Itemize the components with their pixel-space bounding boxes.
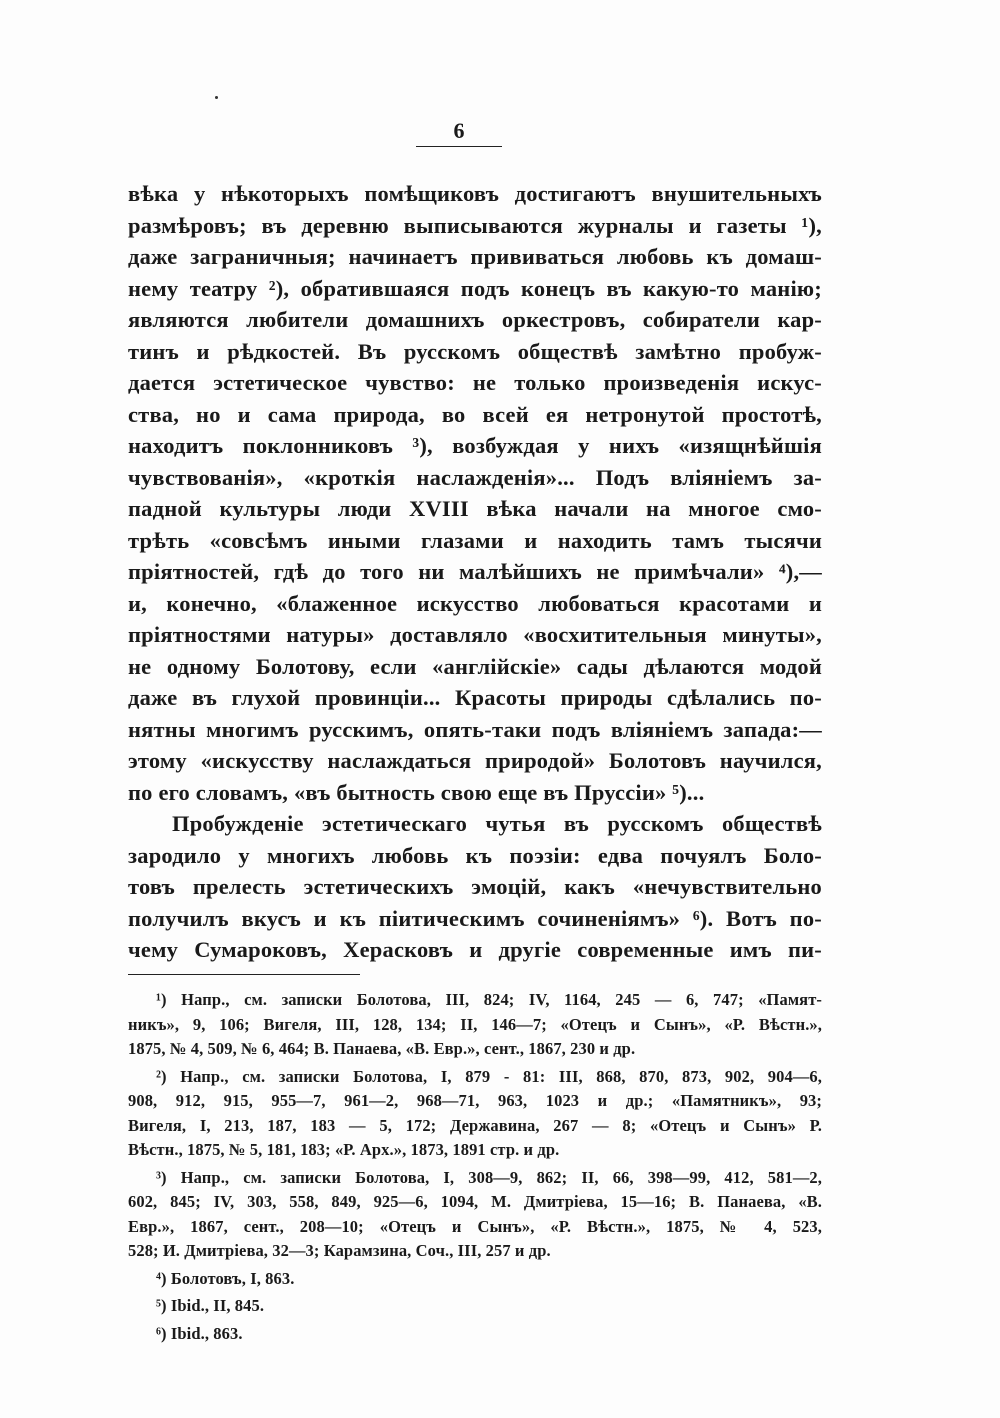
footnote-line: ³) Напр., см. записки Болотова, I, 308—9, 862; II, 66, 398—99, 412, 581—2, bbox=[156, 1167, 822, 1187]
text-line: нему театру ²), обратившаяся подъ конецъ въ какую-то манію; bbox=[128, 275, 822, 301]
text-line: размѣровъ; въ деревню выписываются журналы и газеты ¹), bbox=[128, 212, 822, 238]
text-line: вѣка у нѣкоторыхъ помѣщиковъ достигаютъ внушительныхъ bbox=[128, 181, 822, 206]
text-line: товъ прелесть эстетическихъ эмоцій, какъ «нечувствительно bbox=[128, 874, 822, 899]
text-line: даже заграничныя; начинаетъ прививаться любовь къ домаш- bbox=[128, 244, 822, 269]
paragraph-start-line: Пробужденіе эстетическаго чутья въ русскомъ обществѣ bbox=[172, 811, 822, 836]
footnote-6 bbox=[128, 1322, 822, 1347]
print-speck bbox=[215, 96, 218, 99]
footnote-line: ²) Напр., см. записки Болотова, I, 879 - 81: III, 868, 870, 873, 902, 904—6, bbox=[156, 1066, 822, 1086]
text-line: трѣть «совсѣмъ иными глазами и находить тамъ тысячи bbox=[128, 527, 822, 553]
footnote-separator bbox=[128, 974, 360, 975]
footnote-line: 1875, № 4, 509, № 6, 464; В. Панаева, «В. Евр.», сент., 1867, 230 и др. bbox=[128, 1039, 636, 1058]
text-line: чему Сумароковъ, Херасковъ и другіе современные имъ пи- bbox=[128, 937, 822, 962]
body-text bbox=[128, 178, 822, 966]
footnote-line: Вѣстн., 1875, № 5, 181, 183; «Р. Арх.», 1873, 1891 стр. и др. bbox=[128, 1140, 560, 1159]
footnote-line: ⁴) Болотовъ, I, 863. bbox=[156, 1268, 295, 1288]
footnote-5 bbox=[128, 1294, 822, 1319]
text-line: находитъ поклонниковъ ³), возбуждая у нихъ «изящнѣйшія bbox=[128, 433, 822, 458]
footnote-line: 602, 845; IV, 303, 558, 849, 925—6, 1094, М. Дмитріева, 15—16; В. Панаева, «В. bbox=[128, 1192, 822, 1211]
text-line: даже въ глухой провинціи... Красоты природы сдѣлались по- bbox=[128, 685, 822, 710]
footnotes bbox=[128, 988, 822, 1346]
text-line: получилъ вкусъ и къ піитическимъ сочиненіямъ» ⁶). Вотъ по- bbox=[128, 905, 822, 931]
footnote-line: Вигеля, I, 213, 187, 183 — 5, 172; Державина, 267 — 8; «Отецъ и Сынъ» Р. bbox=[128, 1115, 822, 1135]
footnote-line: 908, 912, 915, 955—7, 961—2, 968—71, 963, 1023 и др.; «Памятникъ», 93; bbox=[128, 1091, 822, 1110]
footnote-line: ¹) Напр., см. записки Болотова, III, 824; IV, 1164, 245 — 6, 747; «Памят- bbox=[156, 990, 822, 1009]
text-line: пріятностей, гдѣ до того ни малѣйшихъ не примѣчали» ⁴),— bbox=[128, 559, 822, 584]
page-number-rule bbox=[416, 146, 502, 147]
text-line: ства, но и сама природа, во всей ея нетронутой простотѣ, bbox=[128, 401, 822, 427]
text-line: не одному Болотову, если «англійскіе» сады дѣлаются модой bbox=[128, 653, 822, 679]
footnote-1 bbox=[128, 988, 822, 1062]
footnote-line: 528; И. Дмитріева, 32—3; Карамзина, Соч., III, 257 и др. bbox=[128, 1241, 551, 1260]
footnote-3 bbox=[128, 1166, 822, 1264]
text-line: и, конечно, «блаженное искусство любоваться красотами и bbox=[128, 590, 822, 616]
text-line: являются любители домашнихъ оркестровъ, собиратели кар- bbox=[128, 307, 822, 332]
text-line: падной культуры люди XVIII вѣка начали на многое смо- bbox=[128, 496, 822, 521]
footnote-line: никъ», 9, 106; Вигеля, III, 128, 134; II, 146—7; «Отецъ и Сынъ», «Р. Вѣстн.», bbox=[128, 1014, 822, 1034]
text-line: по его словамъ, «въ бытность свою еще въ Пруссіи» ⁵)... bbox=[128, 779, 705, 805]
footnote-line: ⁶) Ibid., 863. bbox=[156, 1323, 243, 1343]
footnote-line: ⁵) Ibid., II, 845. bbox=[156, 1296, 265, 1315]
footnote-4 bbox=[128, 1267, 822, 1292]
text-line: этому «искусству наслаждаться природой» Болотовъ научился, bbox=[128, 748, 822, 773]
page-number: 6 bbox=[453, 118, 465, 143]
text-line: дается эстетическое чувство: не только произведенія искус- bbox=[128, 370, 822, 395]
text-line: пріятностями натуры» доставляло «восхитительныя минуты», bbox=[128, 622, 822, 647]
text-line: тинъ и рѣдкостей. Въ русскомъ обществѣ замѣтно пробуж- bbox=[128, 338, 822, 364]
text-line: чувствованія», «кроткія наслажденія»... Подъ вліяніемъ за- bbox=[128, 464, 822, 490]
text-line: зародило у многихъ любовь къ поэзіи: едва почуялъ Боло- bbox=[128, 842, 822, 868]
text-line: нятны многимъ русскимъ, опять-таки подъ вліяніемъ запада:— bbox=[128, 716, 822, 742]
footnote-line: Евр.», 1867, сент., 208—10; «Отецъ и Сынъ», «Р. Вѣстн.», 1875, № 4, 523, bbox=[128, 1216, 822, 1236]
footnote-2 bbox=[128, 1065, 822, 1163]
